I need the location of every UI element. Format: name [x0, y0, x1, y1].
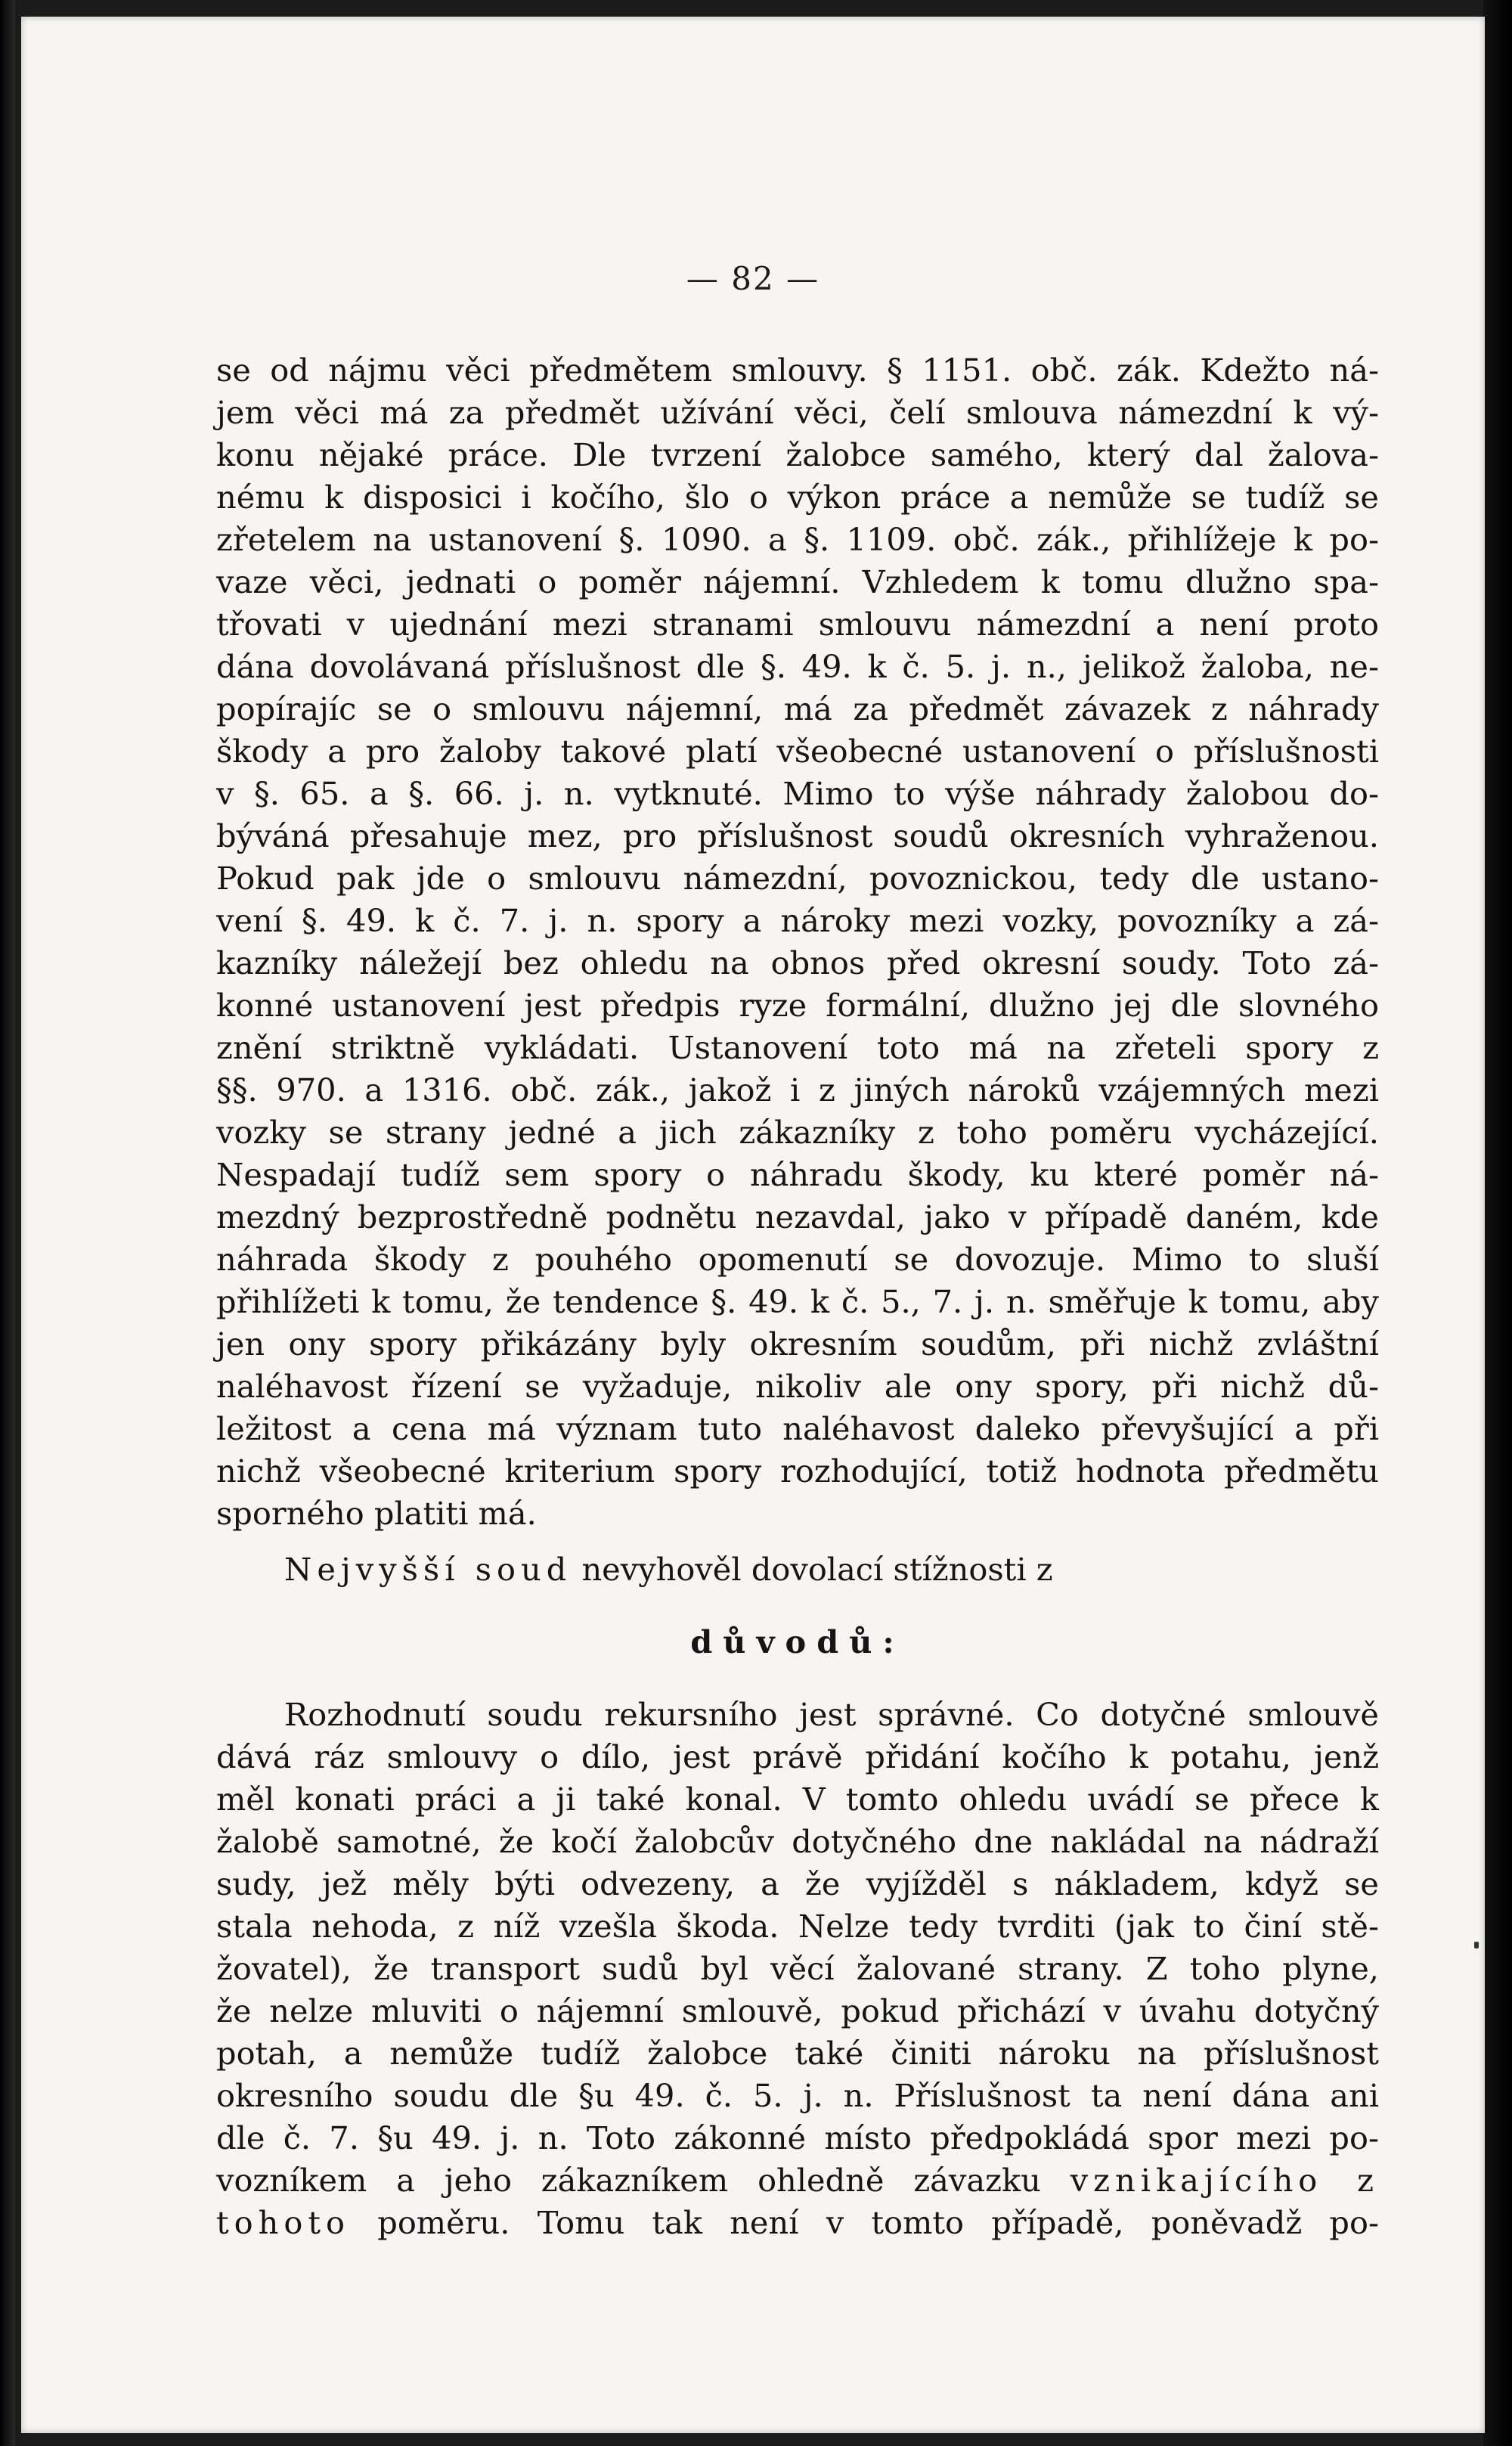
- text-line: třovati v ujednání mezi stranami smlouvu námezdní a není proto: [216, 606, 1379, 643]
- text-line: nichž všeobecné kriterium spory rozhodující, totiž hodnota předmětu: [216, 1452, 1379, 1490]
- text-line: nému k disposici i kočího, šlo o výkon práce a nemůže se tudíž se: [216, 479, 1379, 516]
- text-line: kazníky náležejí bez ohledu na obnos před okresní soudy. Toto zá-: [216, 944, 1379, 981]
- book-spine-shadow: [0, 0, 15, 2446]
- text-line: Rozhodnutí soudu rekursního jest správné. Co dotyčné smlouvě: [284, 1696, 1379, 1733]
- spaced-word: vznikajícího z: [1070, 2162, 1380, 2199]
- text-line: sporného platiti má.: [216, 1495, 537, 1532]
- text-line: ležitost a cena má význam tuto naléhavost daleko převyšující a při: [216, 1410, 1379, 1447]
- verdict-text: nevyhověl dovolací stížnosti z: [572, 1551, 1053, 1588]
- text-line: že nelze mluviti o nájemní smlouvě, pokud přichází v úvahu dotyčný: [216, 1992, 1379, 2029]
- text-line: měl konati práci a ji také konal. V tomto ohledu uvádí se přece k: [216, 1781, 1379, 1818]
- text-line: konné ustanovení jest předpis ryze formální, dlužno jej dle slovného: [216, 987, 1379, 1024]
- text-line: jen ony spory přikázány byly okresním soudům, při nichž zvláštní: [216, 1325, 1379, 1363]
- text-fragment: poměru. Tomu tak není v tomto případě, poněvadž po-: [350, 2204, 1379, 2241]
- page-body: [216, 349, 1379, 2244]
- text-line: potah, a nemůže tudíž žalobce také činiti nároku na příslušnost: [216, 2035, 1379, 2072]
- text-line: vaze věci, jednati o poměr nájemní. Vzhledem k tomu dlužno spa-: [216, 563, 1379, 600]
- text-line: sudy, jež měly býti odvezeny, a že vyjížděl s nákladem, když se: [216, 1865, 1379, 1902]
- text-line: [216, 2159, 1379, 2202]
- text-fragment: vozníkem a jeho zákazníkem ohledně závazku: [216, 2162, 1041, 2199]
- paragraph-reasoning: [216, 349, 1379, 1535]
- text-line: Pokud pak jde o smlouvu námezdní, povoznickou, tedy dle ustano-: [216, 860, 1379, 897]
- text-line: žalobě samotné, že kočí žalobcův dotyčného dne nakládal na nádraží: [216, 1823, 1379, 1860]
- text-line: zřetelem na ustanovení §. 1090. a §. 1109. obč. zák., přihlížeje k po-: [216, 521, 1379, 558]
- text-line: dána dovolávaná příslušnost dle §. 49. k č. 5. j. n., jelikož žaloba, ne-: [216, 648, 1379, 685]
- text-line: mezdný bezprostředně podnětu nezavdal, jako v případě daném, kde: [216, 1198, 1379, 1235]
- text-line: §§. 970. a 1316. obč. zák., jakož i z jiných nároků vzájemných mezi: [216, 1071, 1379, 1108]
- verdict-line: [216, 1549, 1379, 1591]
- paragraph-decision: [216, 1694, 1379, 2244]
- text-line: Nespadají tudíž sem spory o náhradu škody, ku které poměr ná-: [216, 1156, 1379, 1193]
- page-number: — 82 —: [686, 260, 820, 297]
- text-line: žovatel), že transport sudů byl věcí žalované strany. Z toho plyne,: [216, 1950, 1379, 1987]
- text-line: přihlížeti k tomu, že tendence §. 49. k č. 5., 7. j. n. směřuje k tomu, aby: [216, 1283, 1379, 1320]
- spacer: [216, 1535, 1379, 1549]
- text-line: v §. 65. a §. 66. j. n. vytknuté. Mimo to výše náhrady žalobou do-: [216, 775, 1379, 812]
- spaced-word: tohoto: [216, 2204, 351, 2241]
- text-line: [216, 2202, 1379, 2244]
- text-line: znění striktně vykládati. Ustanovení toto má na zřeteli spory z: [216, 1029, 1379, 1066]
- text-line: naléhavost řízení se vyžaduje, nikoliv ale ony spory, při nichž dů-: [216, 1368, 1379, 1405]
- text-line: škody a pro žaloby takové platí všeobecné ustanovení o příslušnosti: [216, 733, 1379, 770]
- court-name-spaced: Nejvyšší soud: [284, 1551, 572, 1588]
- text-line: se od nájmu věci předmětem smlouvy. § 1151. obč. zák. Kdežto ná-: [216, 352, 1379, 389]
- text-line: okresního soudu dle §u 49. č. 5. j. n. Příslušnost ta není dána ani: [216, 2077, 1379, 2114]
- text-line: stala nehoda, z níž vzešla škoda. Nelze tedy tvrditi (jak to činí stě-: [216, 1908, 1379, 1945]
- scan-right-edge: [1483, 0, 1512, 2446]
- text-line: dle č. 7. §u 49. j. n. Toto zákonné místo předpokládá spor mezi po-: [216, 2119, 1379, 2156]
- text-line: jem věci má za předmět užívání věci, čelí smlouva námezdní k vý-: [216, 394, 1379, 431]
- section-heading: důvodů:: [690, 1623, 905, 1660]
- text-line: vozky se strany jedné a jich zákazníky z toho poměru vycházející.: [216, 1114, 1379, 1151]
- text-line: dává ráz smlouvy o dílo, jest právě přidání kočího k potahu, jenž: [216, 1738, 1379, 1775]
- text-line: konu nějaké práce. Dle tvrzení žalobce samého, který dal žalova-: [216, 436, 1379, 473]
- text-line: býváná přesahuje mez, pro příslušnost soudů okresních vyhraženou.: [216, 817, 1379, 854]
- text-line: náhrada škody z pouhého opomenutí se dovozuje. Mimo to sluší: [216, 1241, 1379, 1278]
- text-line: vení §. 49. k č. 7. j. n. spory a nároky mezi vozky, povozníky a zá-: [216, 902, 1379, 939]
- book-page: [21, 17, 1485, 2433]
- scan-artifact: [1474, 1942, 1479, 1948]
- text-line: popírajíc se o smlouvu nájemní, má za předmět závazek z náhrady: [216, 690, 1379, 727]
